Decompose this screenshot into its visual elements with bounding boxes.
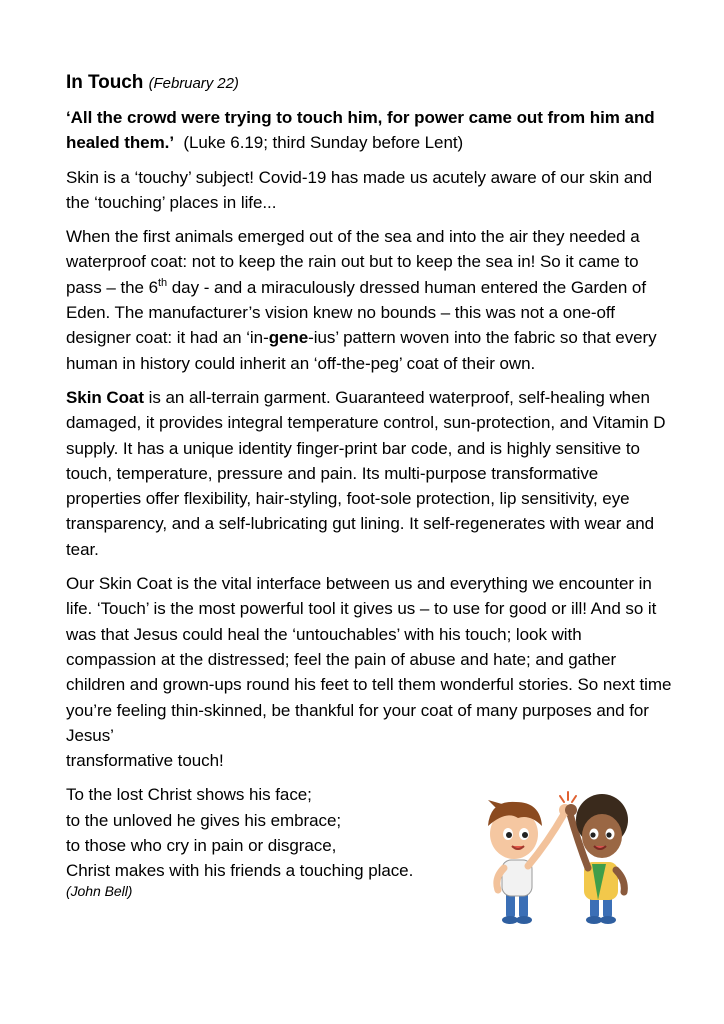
paragraph-3-bold: Skin Coat — [66, 387, 144, 407]
high-five-children-icon — [466, 780, 668, 930]
paragraph-3-rest: is an all-terrain garment. Guaranteed waterproof, self-healing when damaged, it provides integral temperature control, sun-protection, and Vitamin D supply. It has a unique identity finger-print bar code, and is highly sensitive to touch, temperature, pressure and pain. Its multi-purpose transformative properties offer flexibility, hair-styling, foot-sole protection, lip sensitivity, eye transparency, and a self-lubricating gut lining. It self-regenerates with wear and tear. — [66, 387, 666, 559]
title-text: In Touch — [66, 72, 144, 93]
paragraph-2-part-3: -ius’ pattern woven into the fabric so that every human in history could inherit an ‘off-the-peg’ coat of their own. — [66, 328, 657, 373]
article — [66, 70, 676, 900]
paragraph-2-part-1: When the first animals emerged out of the sea and into the air they needed a waterproof coat: not to keep the rain out but to keep the sea in! So it came to pass – the 6 — [66, 227, 640, 297]
paragraph-2-superscript: th — [158, 276, 168, 289]
scripture-quote — [66, 105, 676, 156]
paragraph-2-part-2: day - and a miraculously dressed human entered the Garden of Eden. The manufacturer’s vision knew no bounds – this was not a one-off designer coat: it had an ‘in- — [66, 277, 647, 348]
poem-credit: (John Bell) — [66, 882, 133, 899]
poem-line: to the unloved he gives his embrace; — [66, 810, 342, 830]
paragraph-1: Skin is a ‘touchy’ subject! Covid-19 has made us acutely aware of our skin and the ‘touching’ places in life... — [66, 167, 653, 212]
paragraph-4 — [66, 571, 676, 773]
poem-line: To the lost Christ shows his face; — [66, 785, 312, 805]
quote-text: ‘All the crowd were trying to touch him, for power came out from him and healed them.’ — [66, 108, 655, 153]
poem-line: to those who cry in pain or disgrace, — [66, 836, 337, 856]
paragraph-4-main: Our Skin Coat is the vital interface between us and everything we encounter in life. ‘Touch’ is the most powerful tool it gives us – to use for good or ill! And so it was that Jesus could heal the ‘untouchables’ with his touch; look with compassion at the distressed; feel the pain of abuse and hate; and gather children and grown-ups round his feet to tell them wonderful stories. So next time you’re feeling thin-skinned, be thankful for your coat of many purposes and for Jesus’ — [66, 574, 672, 745]
paragraph-4-last-line: transformative touch! — [66, 751, 224, 771]
paragraph-2-bold: gene — [268, 328, 309, 348]
paragraph-2 — [66, 224, 676, 376]
paragraph-3 — [66, 385, 676, 562]
poem-line: Christ makes with his friends a touching place. — [66, 861, 414, 881]
quote-reference: (Luke 6.19; third Sunday before Lent) — [183, 133, 464, 153]
title-date: (February 22) — [148, 75, 239, 92]
page-title — [66, 70, 676, 97]
